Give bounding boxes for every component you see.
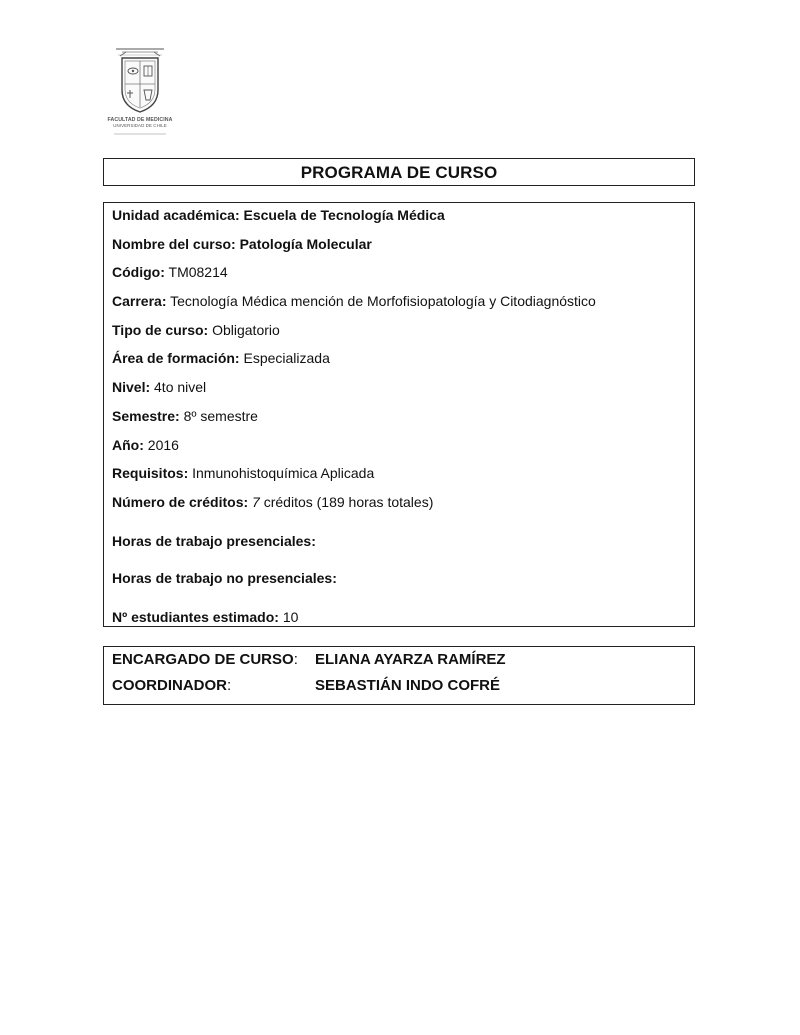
page-title: PROGRAMA DE CURSO — [300, 163, 498, 182]
info-row-carrera — [112, 293, 596, 309]
info-label: Semestre: — [112, 408, 180, 424]
staff-role: COORDINADOR — [112, 677, 227, 694]
info-label: Nombre del curso: — [112, 236, 236, 252]
info-row-semestre — [112, 408, 258, 424]
staff-role: ENCARGADO DE CURSO — [112, 651, 294, 668]
logo-caption — [104, 117, 176, 129]
info-row-anio — [112, 437, 179, 453]
info-value: 8º semestre — [179, 408, 258, 424]
info-label: Nivel: — [112, 379, 151, 395]
staff-box — [103, 646, 695, 705]
info-value: Patología Molecular — [235, 236, 372, 252]
info-label: Requisitos: — [112, 465, 189, 481]
info-row-horas-presenciales — [112, 533, 316, 549]
logo-caption-faculty: FACULTAD DE MEDICINA — [107, 117, 173, 123]
info-label: Nº estudiantes estimado: — [112, 609, 279, 625]
info-value: 4to nivel — [150, 379, 207, 395]
staff-colon: : — [293, 651, 298, 668]
info-row-nivel — [112, 379, 206, 395]
info-value: Obligatorio — [208, 322, 280, 338]
info-row-requisitos — [112, 465, 374, 481]
info-value: Escuela de Tecnología Médica — [239, 207, 445, 223]
info-row-nombre — [112, 236, 372, 252]
course-info-box — [103, 202, 695, 627]
info-label: Tipo de curso: — [112, 322, 209, 338]
info-value: 10 — [278, 609, 299, 625]
info-value: TM08214 — [164, 264, 228, 280]
info-row-tipo — [112, 322, 280, 338]
info-row-creditos — [112, 494, 433, 510]
info-label: Área de formación: — [112, 350, 240, 366]
title-box — [103, 158, 695, 186]
info-row-estudiantes — [112, 609, 298, 625]
staff-colon: : — [227, 677, 232, 694]
info-row-unidad — [112, 207, 445, 223]
info-value: Tecnología Médica mención de Morfofisiopatología y Citodiagnóstico — [166, 293, 596, 309]
info-value: 2016 — [143, 437, 179, 453]
info-label: Horas de trabajo no presenciales: — [112, 570, 337, 586]
info-value: Inmunohistoquímica Aplicada — [188, 465, 375, 481]
info-label: Horas de trabajo presenciales: — [112, 533, 316, 549]
info-label: Número de créditos: — [112, 494, 249, 510]
info-label: Año: — [112, 437, 144, 453]
info-value: Especializada — [239, 350, 330, 366]
info-row-area — [112, 350, 330, 366]
staff-name: SEBASTIÁN INDO COFRÉ — [315, 677, 501, 694]
staff-name: ELIANA AYARZA RAMÍREZ — [315, 651, 506, 668]
info-value: créditos (189 horas totales) — [259, 494, 434, 510]
staff-row-encargado — [112, 651, 506, 668]
info-label: Carrera: — [112, 293, 167, 309]
info-label: Unidad académica: — [112, 207, 240, 223]
info-row-horas-no-presenciales — [112, 570, 337, 586]
logo-caption-university: UNIVERSIDAD DE CHILE — [113, 123, 167, 128]
info-row-codigo — [112, 264, 228, 280]
info-value-italic: 7 — [248, 494, 260, 510]
staff-row-coordinador — [112, 677, 500, 694]
info-label: Código: — [112, 264, 165, 280]
